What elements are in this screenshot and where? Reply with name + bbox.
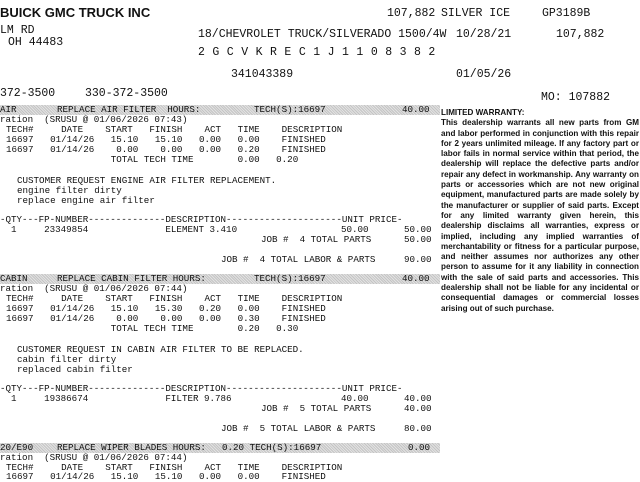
- tech-col-headers: TECH# DATE START FINISH ACT TIME DESCRIPTION: [6, 124, 343, 135]
- vin: 2 G C V K R E C 1 J 1 1 0 8 3 8 2: [198, 46, 436, 59]
- total-parts: 40.00: [404, 403, 432, 414]
- job-title: REPLACE WIPER BLADES HOURS:: [57, 442, 206, 453]
- part-line: 1 23349854 ELEMENT 3.410: [0, 224, 238, 235]
- job-title: REPLACE CABIN FILTER HOURS:: [57, 273, 206, 284]
- vehicle-description: 18/CHEVROLET TRUCK/SILVERADO 1500/4W: [198, 28, 447, 41]
- total-labor: 80.00: [404, 423, 432, 434]
- job-amount: 40.00: [402, 104, 430, 115]
- job-amount: 40.00: [402, 273, 430, 284]
- tech-col-headers: TECH# DATE START FINISH ACT TIME DESCRIPTION: [6, 462, 343, 473]
- vehicle-color: SILVER ICE: [441, 7, 511, 20]
- job-ration: ration (SRUSU @ 01/06/2026 07:44): [0, 283, 188, 294]
- note-line: cabin filter dirty: [17, 354, 117, 365]
- job-ration: ration (SRUSU @ 01/06/2026 07:44): [0, 452, 188, 463]
- warranty-body: This dealership warrants all new parts from GM and labor performed in conjunction with this repair for 2 years unlimited mileage. If any factory part or labor fails in normal service within that period, the dealership will replace the defective parts and/or repair any defect in workmanship. Any warranty on parts or accessories which are not new original equipment, manufactured parts are made solely by the manufacturer or supplier of said parts. Except for any limited warranty given herein, this dealership disclaims all warranties, express or implied, including any implied warranties of merchantability or fitness for a particular purpose, and neither assumes nor authorizes any other person to assume for it any liability in connection with the sale of said parts and accessories. This dealership shall not be liable for any incidental or consequential damages or commercial losses arising out of such purchase.: [441, 118, 639, 313]
- total-labor: 90.00: [404, 254, 432, 265]
- job-code: CABIN: [0, 273, 28, 284]
- job-tech: TECH(S):16697: [254, 104, 326, 115]
- job-code: AIR: [0, 104, 17, 115]
- part-total: 40.00: [404, 393, 432, 404]
- tech-line: 16697 01/14/26 0.00 0.00 0.00 0.20 FINISHED: [6, 144, 326, 155]
- parts-header: -QTY---FP-NUMBER--------------DESCRIPTION---------------------UNIT PRICE-: [0, 383, 403, 394]
- tech-line: 16697 01/14/26 15.10 15.10 0.00 0.00 FINISHED: [6, 134, 326, 145]
- job-tech: 0.20 TECH(S):16697: [222, 442, 322, 453]
- job-code: 20/E90: [0, 442, 34, 453]
- in-service-date: 10/28/21: [456, 28, 512, 41]
- total-parts-label: JOB # 4 TOTAL PARTS: [261, 234, 372, 245]
- note-line: replace engine air filter: [17, 195, 155, 206]
- part-unit-price: 50.00: [341, 224, 369, 235]
- stock-number: GP3189B: [542, 7, 591, 20]
- total-parts-label: JOB # 5 TOTAL PARTS: [261, 403, 372, 414]
- job-tech: TECH(S):16697: [254, 273, 326, 284]
- mo-number: MO: 107882: [541, 91, 611, 104]
- limited-warranty: [441, 108, 639, 314]
- phone-short: 372-3500: [0, 87, 56, 100]
- note-line: replaced cabin filter: [17, 364, 133, 375]
- address-line-2: OH 44483: [8, 36, 64, 49]
- parts-header: -QTY---FP-NUMBER--------------DESCRIPTION---------------------UNIT PRICE-: [0, 214, 403, 225]
- address-line-1: LM RD: [0, 24, 35, 37]
- part-line: 1 19386674 FILTER 9.786: [0, 393, 232, 404]
- tech-col-headers: TECH# DATE START FINISH ACT TIME DESCRIPTION: [6, 293, 343, 304]
- total-labor-label: JOB # 5 TOTAL LABOR & PARTS: [221, 423, 376, 434]
- tech-total: TOTAL TECH TIME 0.00 0.20: [6, 154, 299, 165]
- tech-line: 16697 01/14/26 15.10 15.30 0.20 0.00 FINISHED: [6, 303, 326, 314]
- mileage-in: 107,882: [387, 7, 436, 20]
- customer-request: CUSTOMER REQUEST IN CABIN AIR FILTER TO BE REPLACED.: [17, 344, 304, 355]
- total-labor-label: JOB # 4 TOTAL LABOR & PARTS: [221, 254, 376, 265]
- tech-line: 16697 01/14/26 0.00 0.00 0.00 0.30 FINISHED: [6, 313, 326, 324]
- job-amount: 0.00: [408, 442, 431, 453]
- part-total: 50.00: [404, 224, 432, 235]
- tech-line: 16697 01/14/26 15.10 15.10 0.00 0.00 FINISHED: [6, 471, 326, 482]
- total-parts: 50.00: [404, 234, 432, 245]
- order-date: 01/05/26: [456, 68, 512, 81]
- job-title: REPLACE AIR FILTER HOURS:: [57, 104, 201, 115]
- tech-total: TOTAL TECH TIME 0.20 0.30: [6, 323, 299, 334]
- mileage-out: 107,882: [556, 28, 605, 41]
- warranty-title: LIMITED WARRANTY:: [441, 108, 525, 117]
- job-ration: ration (SRUSU @ 01/06/2026 07:43): [0, 114, 188, 125]
- note-line: engine filter dirty: [17, 185, 122, 196]
- customer-request: CUSTOMER REQUEST ENGINE AIR FILTER REPLACEMENT.: [17, 175, 277, 186]
- phone-full: 330-372-3500: [85, 87, 168, 100]
- ro-reference: 341043389: [231, 68, 294, 81]
- part-unit-price: 40.00: [341, 393, 369, 404]
- dealer-name: BUICK GMC TRUCK INC: [0, 5, 151, 20]
